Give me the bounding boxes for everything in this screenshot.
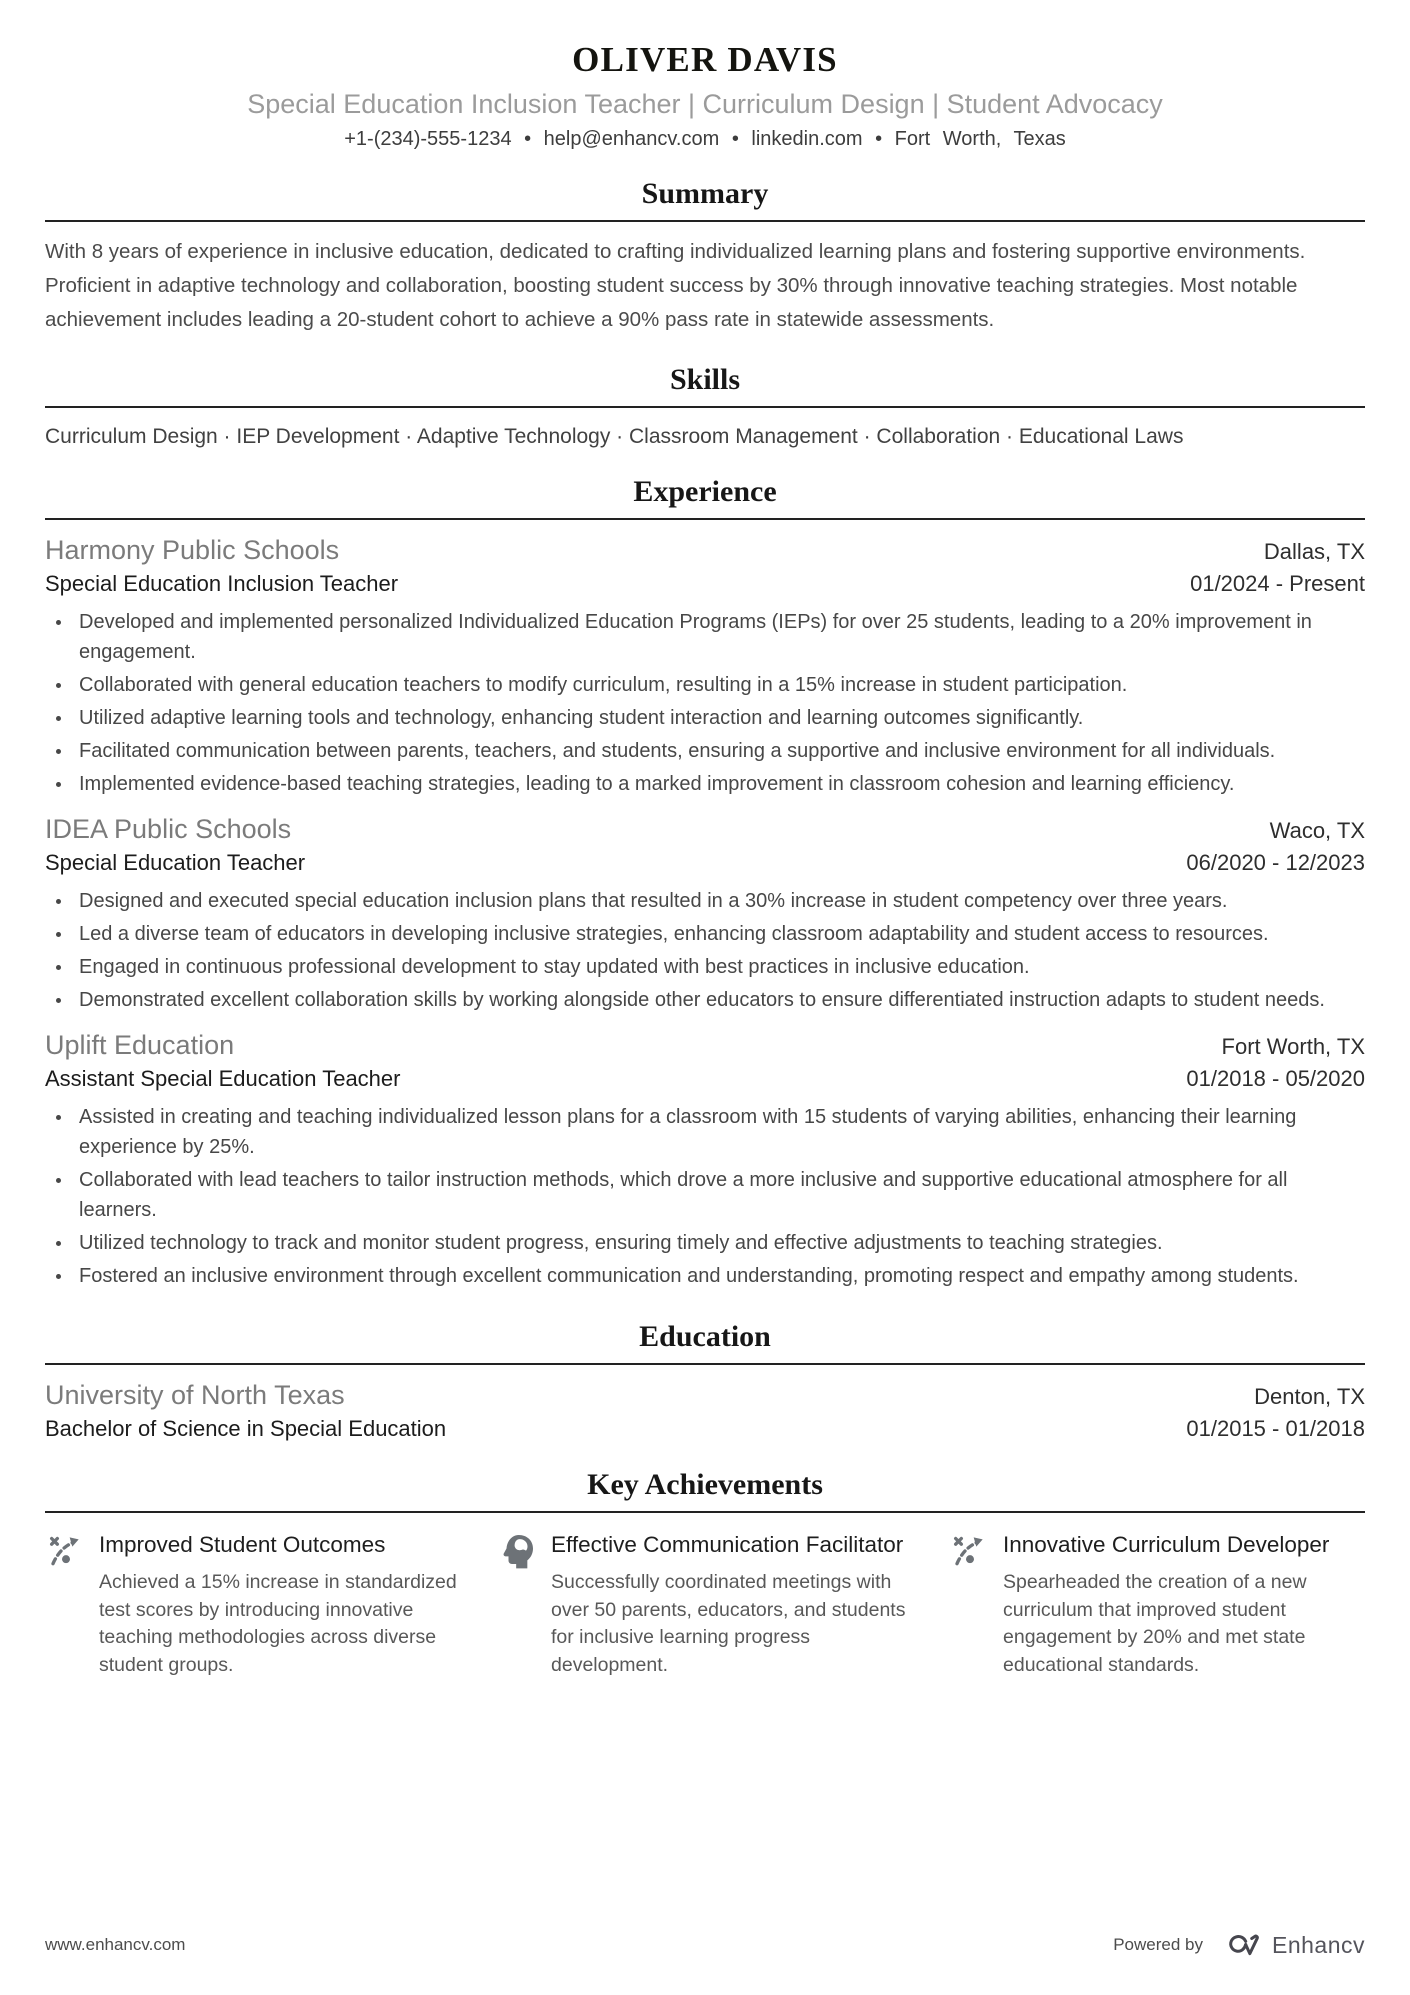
company-name: Uplift Education: [45, 1030, 235, 1061]
job-bullet: • Developed and implemented personalized Individualized Education Programs (IEPs) for over 25 students, leading to a 20% improvement in engagement.: [73, 607, 1365, 667]
school-location: Denton, TX: [1254, 1384, 1365, 1410]
job-title-row: [45, 1061, 1365, 1092]
page-footer: [45, 1929, 1365, 1961]
achievements-grid: [45, 1531, 1365, 1680]
powered-by-label: Powered by: [1113, 1935, 1203, 1954]
job-location: Dallas, TX: [1263, 539, 1365, 565]
section-divider: [45, 406, 1365, 408]
achievement-item: [45, 1531, 461, 1680]
job-dates: 06/2020 - 12/2023: [1186, 850, 1365, 876]
job-bullet: • Collaborated with general education teachers to modify curriculum, resulting in a 15% increase in student participation.: [73, 670, 1365, 700]
job-title: Special Education Inclusion Teacher: [45, 571, 399, 597]
job-bullets: [45, 886, 1365, 1015]
candidate-headline: Special Education Inclusion Teacher | Curriculum Design | Student Advocacy: [247, 89, 1163, 119]
achievements-section: [45, 1468, 1365, 1680]
resume-header: [45, 40, 1365, 151]
achievement-body: [551, 1531, 913, 1680]
school-header-row: [45, 1380, 1365, 1411]
summary-section: [45, 177, 1365, 337]
job-location: Fort Worth, TX: [1221, 1034, 1365, 1060]
job-header-row: [45, 1030, 1365, 1061]
achievement-item: [497, 1531, 913, 1680]
section-divider: [45, 220, 1365, 222]
job-bullets: [45, 607, 1365, 799]
achievements-heading: Key Achievements: [587, 1468, 823, 1502]
job-bullets: [45, 1102, 1365, 1291]
job-bullet: • Led a diverse team of educators in developing inclusive strategies, enhancing classroom adaptability and student access to resources.: [73, 919, 1365, 949]
job-title: Assistant Special Education Teacher: [45, 1066, 401, 1092]
enhancv-wordmark: Enhancv: [1271, 1931, 1365, 1958]
achievement-text: Spearheaded the creation of a new curriculum that improved student engagement by 20% and met state educational standards.: [1003, 1570, 1307, 1676]
section-divider: [45, 518, 1365, 520]
section-divider: [45, 1511, 1365, 1513]
mind-icon: [497, 1531, 537, 1571]
job-bullet: • Demonstrated excellent collaboration skills by working alongside other educators to ensure differentiated instruction adapts to student needs.: [73, 985, 1365, 1015]
job-bullet: • Collaborated with lead teachers to tailor instruction methods, which drove a more inclusive and supportive educational atmosphere for all learners.: [73, 1165, 1365, 1225]
job-dates: 01/2018 - 05/2020: [1186, 1066, 1365, 1092]
powered-by-block: [1113, 1929, 1365, 1961]
enhancv-brand-link[interactable]: [1219, 1929, 1365, 1961]
job-bullet: • Utilized adaptive learning tools and technology, enhancing student interaction and learning outcomes significantly.: [73, 703, 1365, 733]
achievement-body: [1003, 1531, 1365, 1680]
job-bullet: • Utilized technology to track and monitor student progress, ensuring timely and effective adjustments to teaching strategies.: [73, 1228, 1365, 1258]
degree-name: Bachelor of Science in Special Education: [45, 1416, 447, 1442]
job-bullet: • Assisted in creating and teaching individualized lesson plans for a classroom with 15 students of varying abilities, enhancing their learning experience by 25%.: [73, 1102, 1365, 1162]
job-location: Waco, TX: [1269, 818, 1365, 844]
footer-site-url: www.enhancv.com: [45, 1935, 186, 1954]
experience-section: [45, 475, 1365, 1294]
job-bullet: • Engaged in continuous professional development to stay updated with best practices in inclusive education.: [73, 952, 1365, 982]
skills-section: [45, 363, 1365, 449]
education-heading: Education: [639, 1320, 771, 1354]
job-dates: 01/2024 - Present: [1190, 571, 1365, 597]
job-header-row: [45, 814, 1365, 845]
contact-line: +1-(234)-555-1234 • help@enhancv.com • linkedin.com • Fort Worth, Texas: [344, 128, 1066, 150]
candidate-name: OLIVER DAVIS: [572, 40, 838, 79]
skills-list: Curriculum Design · IEP Development · Adaptive Technology · Classroom Management · Collaboration · Educational Laws: [45, 425, 1184, 449]
strategy-icon: [45, 1531, 85, 1571]
degree-row: [45, 1411, 1365, 1442]
enhancv-logo-icon: [1219, 1929, 1263, 1961]
achievement-title: Improved Student Outcomes: [99, 1532, 386, 1558]
school-name: University of North Texas: [45, 1380, 345, 1411]
education-entry: [45, 1380, 1365, 1442]
company-name: IDEA Public Schools: [45, 814, 292, 845]
achievement-title: Innovative Curriculum Developer: [1003, 1532, 1330, 1558]
job-bullet: • Designed and executed special education inclusion plans that resulted in a 30% increase in student competency over three years.: [73, 886, 1365, 916]
experience-heading: Experience: [633, 475, 777, 509]
summary-text: With 8 years of experience in inclusive education, dedicated to crafting individualized learning plans and fostering supportive environments. Proficient in adaptive technology and collaboration, boosting student success by 30% through innovative teaching strategies. Most notable achievement includes leading a 20-student cohort to achieve a 90% pass rate in statewide assessments.: [45, 240, 1306, 332]
achievement-text: Successfully coordinated meetings with over 50 parents, educators, and students for inclusive learning progress development.: [551, 1570, 906, 1676]
job-bullet: • Fostered an inclusive environment through excellent communication and understanding, promoting respect and empathy among students.: [73, 1261, 1365, 1291]
education-dates: 01/2015 - 01/2018: [1186, 1416, 1365, 1442]
achievement-body: [99, 1531, 461, 1680]
job-bullet: • Implemented evidence-based teaching strategies, leading to a marked improvement in classroom cohesion and learning efficiency.: [73, 769, 1365, 799]
achievement-title: Effective Communication Facilitator: [551, 1532, 904, 1558]
achievement-item: [949, 1531, 1365, 1680]
job-title: Special Education Teacher: [45, 850, 306, 876]
job-title-row: [45, 566, 1365, 597]
company-name: Harmony Public Schools: [45, 535, 340, 566]
summary-heading: Summary: [641, 177, 769, 210]
experience-entry: [45, 535, 1365, 799]
experience-entry: [45, 814, 1365, 1015]
experience-entry: [45, 1030, 1365, 1291]
section-divider: [45, 1363, 1365, 1365]
education-section: [45, 1320, 1365, 1442]
job-title-row: [45, 845, 1365, 876]
job-header-row: [45, 535, 1365, 566]
achievement-text: Achieved a 15% increase in standardized test scores by introducing innovative teaching methodologies across diverse student groups.: [99, 1570, 457, 1676]
strategy-icon: [949, 1531, 989, 1571]
job-bullet: • Facilitated communication between parents, teachers, and students, ensuring a supportive and inclusive environment for all individuals.: [73, 736, 1365, 766]
skills-heading: Skills: [669, 363, 741, 397]
